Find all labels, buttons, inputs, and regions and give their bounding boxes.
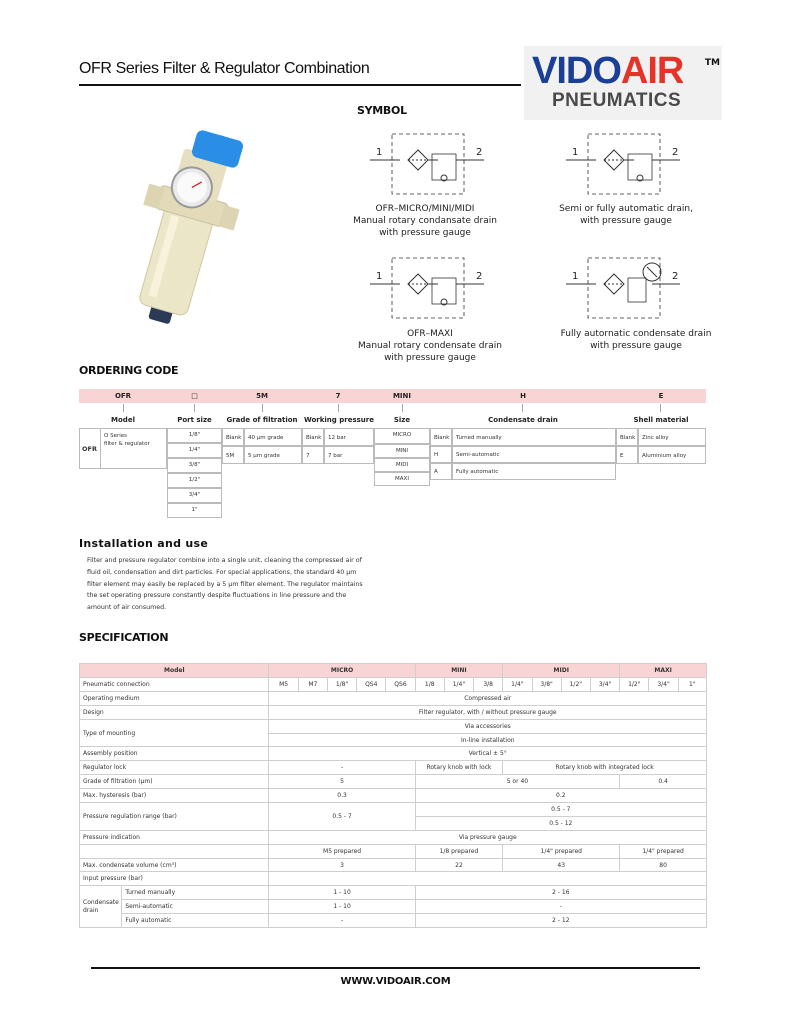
- code-pressure: 7: [335, 392, 341, 400]
- spec-drain-label: [80, 886, 122, 928]
- connection-cell: 3/4": [649, 678, 678, 692]
- tick: [660, 404, 661, 412]
- size-option: MIDI: [374, 458, 430, 472]
- code-size: MINI: [392, 392, 412, 400]
- code-filtration: 5M: [256, 392, 268, 400]
- divider: [100, 428, 101, 469]
- spec-value: Vertical ± 5°: [269, 747, 707, 761]
- spec-row-label: Max. condensate volume (cm³): [80, 858, 269, 872]
- spec-group-mini: MINI: [415, 664, 503, 678]
- spec-row-label: Max. hysteresis (bar): [80, 789, 269, 803]
- spec-row-label: Regulator lock: [80, 761, 269, 775]
- model-desc-line: filter & regulator: [104, 441, 150, 447]
- connection-cell: M7: [298, 678, 327, 692]
- connection-cell: 3/4": [590, 678, 619, 692]
- label-shell: Shell material: [633, 416, 689, 424]
- drain-code: H: [430, 446, 452, 463]
- pressure-desc: 7 bar: [324, 446, 374, 464]
- spec-value: 22: [415, 858, 503, 872]
- symbol-3-caption-line: with pressure gauge: [384, 353, 476, 363]
- tick: [402, 404, 403, 412]
- logo-subtitle: PNEUMATICS: [552, 90, 682, 111]
- symbol-fully-automatic: [566, 254, 686, 324]
- symbol-2-port-1: 1: [572, 147, 579, 158]
- spec-value: Filter regulator, with / without pressure gauge: [269, 705, 707, 719]
- installation-line: the set operating pressure constantly despite fluctuations in line pressure and the: [87, 592, 347, 600]
- spec-value: 1 - 10: [269, 900, 415, 914]
- symbol-4-port-1: 1: [572, 271, 579, 282]
- spec-value: 0.5 - 7: [269, 803, 415, 831]
- vidoair-logo: [524, 46, 722, 120]
- symbol-4-caption-line: with pressure gauge: [590, 341, 682, 351]
- pressure-code: Blank: [302, 428, 324, 446]
- connection-cell: 1/2": [620, 678, 649, 692]
- symbol-heading: SYMBOL: [357, 104, 407, 117]
- spec-drain-label-line: drain: [83, 906, 99, 914]
- symbol-4-caption: [556, 328, 716, 352]
- filtration-code: Blank: [222, 428, 244, 446]
- tick: [522, 404, 523, 412]
- symbol-micro-mini-midi: [370, 130, 490, 200]
- tick: [338, 404, 339, 412]
- spec-row-label: Pressure indication: [80, 830, 269, 844]
- spec-group-midi: MIDI: [503, 664, 620, 678]
- connection-cell: 1/4": [444, 678, 473, 692]
- spec-value: 0.5 - 7: [415, 803, 706, 817]
- spec-value: 2 - 12: [415, 914, 706, 928]
- spec-value: 2 - 16: [415, 886, 706, 900]
- spec-row-label: Grade of filtration (μm): [80, 775, 269, 789]
- size-option: MINI: [374, 444, 430, 458]
- spec-empty-cell: [80, 844, 269, 858]
- installation-line: filter element may easily be replaced by a 5 μm filter element. The regulator maintains: [87, 580, 363, 588]
- spec-row-label: Pneumatic connection: [80, 678, 269, 692]
- spec-value: 5: [269, 775, 415, 789]
- port-option: 3/4": [167, 488, 222, 503]
- filtration-desc: 5 μm grade: [244, 446, 302, 464]
- filtration-code: 5M: [222, 446, 244, 464]
- size-option: MICRO: [374, 428, 430, 444]
- connection-cell: 1/2": [561, 678, 590, 692]
- label-size: Size: [393, 416, 411, 424]
- shell-code: Blank: [616, 428, 638, 446]
- filter-regulator-product-image: [108, 130, 268, 330]
- tick: [262, 404, 263, 412]
- connection-cell: 3/8": [532, 678, 561, 692]
- installation-line: Filter and pressure regulator combine into a single unit, cleaning the compressed air of: [87, 557, 362, 564]
- footer-website[interactable]: WWW.VIDOAIR.COM: [340, 976, 451, 987]
- label-drain: Condensate drain: [488, 416, 558, 424]
- spec-model-label: Model: [80, 664, 269, 678]
- label-filtration: Grade of filtration: [226, 416, 298, 424]
- symbol-2-caption-line: with pressure gauge: [580, 216, 672, 226]
- footer-divider: [91, 967, 700, 969]
- port-option: 1": [167, 503, 222, 518]
- model-desc-line: O Series: [104, 433, 127, 439]
- logo-brand-a: VIDO: [532, 50, 621, 92]
- connection-cell: 1/8: [415, 678, 444, 692]
- spec-value: -: [269, 761, 415, 775]
- spec-row-label: Operating medium: [80, 691, 269, 705]
- model-cell: [79, 428, 167, 469]
- spec-group-micro: MICRO: [269, 664, 415, 678]
- spec-row-label: Type of mounting: [80, 719, 269, 747]
- label-model: Model: [111, 416, 135, 424]
- installation-heading: Installation and use: [79, 537, 209, 550]
- connection-cell: 1/8": [327, 678, 356, 692]
- spec-value: In-line installation: [269, 733, 707, 747]
- spec-value: 1/8 prepared: [415, 844, 503, 858]
- connection-cell: M5: [269, 678, 298, 692]
- symbol-maxi: [370, 254, 490, 324]
- spec-value: 0.5 - 12: [415, 816, 706, 830]
- spec-value: -: [269, 914, 415, 928]
- spec-drain-label-line: Condensate: [83, 898, 119, 906]
- specification-heading: SPECIFICATION: [79, 631, 169, 644]
- ordering-code-bar: [79, 389, 706, 403]
- logo-brand-b: AIR: [620, 50, 684, 92]
- page-title: OFR Series Filter & Regulator Combination: [79, 60, 370, 77]
- spec-row-label: Pressure regulation range (bar): [80, 803, 269, 831]
- logo-tm: TM: [704, 58, 720, 68]
- connection-cell: QS4: [357, 678, 386, 692]
- symbol-1-caption-line: Manual rotary condansate drain: [353, 216, 497, 226]
- symbol-1-port-1: 1: [376, 147, 383, 158]
- tick: [194, 404, 195, 412]
- pressure-code: 7: [302, 446, 324, 464]
- drain-desc: Turned manually: [452, 428, 616, 446]
- shell-desc: Zinc alloy: [638, 428, 706, 446]
- spec-row-label: Design: [80, 705, 269, 719]
- spec-row-label: Turned manually: [122, 886, 269, 900]
- spec-value: Rotary knob with integrated lock: [503, 761, 707, 775]
- code-model: OFR: [114, 392, 132, 400]
- size-option: MAXI: [374, 472, 430, 486]
- spec-value: 0.3: [269, 789, 415, 803]
- installation-line: fluid oil, condensation and dirt particles. For special applications, the standard 40 μm: [87, 568, 357, 576]
- drain-code: A: [430, 463, 452, 480]
- spec-value: 43: [503, 858, 620, 872]
- specification-table: [79, 663, 707, 928]
- symbol-3-caption-line: Manual rotary condensate drain: [358, 341, 502, 351]
- symbol-3-port-1: 1: [376, 271, 383, 282]
- spec-value: 1/4" prepared: [620, 844, 707, 858]
- symbol-3-caption: [350, 328, 510, 364]
- port-option: 1/2": [167, 473, 222, 488]
- spec-value: Via pressure gauge: [269, 830, 707, 844]
- spec-value: 80: [620, 858, 707, 872]
- symbol-2-port-2: 2: [672, 147, 679, 158]
- tick: [123, 404, 124, 412]
- drain-desc: Semi-automatic: [452, 446, 616, 463]
- spec-empty-cell: [269, 872, 707, 886]
- spec-value: Via accessories: [269, 719, 707, 733]
- label-pressure: Working pressure: [304, 416, 374, 424]
- title-divider: [79, 84, 521, 86]
- port-option: 3/8": [167, 458, 222, 473]
- spec-row-label: Assembly position: [80, 747, 269, 761]
- code-port: □: [191, 392, 198, 400]
- connection-cell: 1": [678, 678, 706, 692]
- connection-cell: 1/4": [503, 678, 532, 692]
- symbol-1-caption-line: with pressure gauge: [379, 228, 471, 238]
- symbol-2-caption: [546, 203, 706, 227]
- spec-group-maxi: MAXI: [620, 664, 707, 678]
- spec-value: 3: [269, 858, 415, 872]
- spec-row-label: Fully automatic: [122, 914, 269, 928]
- shell-desc: Aluminium alloy: [638, 446, 706, 464]
- filtration-desc: 40 μm grade: [244, 428, 302, 446]
- spec-value: Rotary knob with lock: [415, 761, 503, 775]
- spec-value: -: [415, 900, 706, 914]
- installation-text: [87, 555, 372, 614]
- spec-value: 5 or 40: [415, 775, 620, 789]
- connection-cell: QS6: [386, 678, 415, 692]
- code-drain: H: [520, 392, 526, 400]
- model-desc: [104, 432, 150, 448]
- spec-value: 0.2: [415, 789, 706, 803]
- connection-cell: 3/8: [474, 678, 503, 692]
- spec-value: 1 - 10: [269, 886, 415, 900]
- spec-value: M5 prepared: [269, 844, 415, 858]
- spec-value: 1/4" prepared: [503, 844, 620, 858]
- label-port: Port size: [177, 416, 212, 424]
- pressure-desc: 12 bar: [324, 428, 374, 446]
- symbol-3-port-2: 2: [476, 271, 483, 282]
- symbol-semi-automatic: [566, 130, 686, 200]
- drain-code: Blank: [430, 428, 452, 446]
- port-option: 1/8": [167, 428, 222, 443]
- symbol-4-port-2: 2: [672, 271, 679, 282]
- symbol-1-caption-line: OFR–MICRO/MINI/MIDI: [375, 204, 475, 214]
- spec-value: Compressed air: [269, 691, 707, 705]
- symbol-2-caption-line: Semi or fully automatic drain,: [559, 204, 693, 214]
- spec-row-label: Semi-automatic: [122, 900, 269, 914]
- drain-desc: Fully automatic: [452, 463, 616, 480]
- symbol-1-caption: [345, 203, 505, 239]
- ordering-code-heading: ORDERING CODE: [79, 364, 179, 377]
- code-shell: E: [658, 392, 664, 400]
- symbol-4-caption-line: Fully autornatic condensate drain: [560, 329, 712, 339]
- spec-value: 0.4: [620, 775, 707, 789]
- symbol-1-port-2: 2: [476, 147, 483, 158]
- shell-code: E: [616, 446, 638, 464]
- installation-line: amount of air consumed.: [87, 604, 167, 612]
- model-code: OFR: [82, 445, 97, 453]
- port-option: 1/4": [167, 443, 222, 458]
- spec-row-label: Input pressure (bar): [80, 872, 269, 886]
- symbol-3-caption-line: OFR–MAXI: [407, 329, 453, 339]
